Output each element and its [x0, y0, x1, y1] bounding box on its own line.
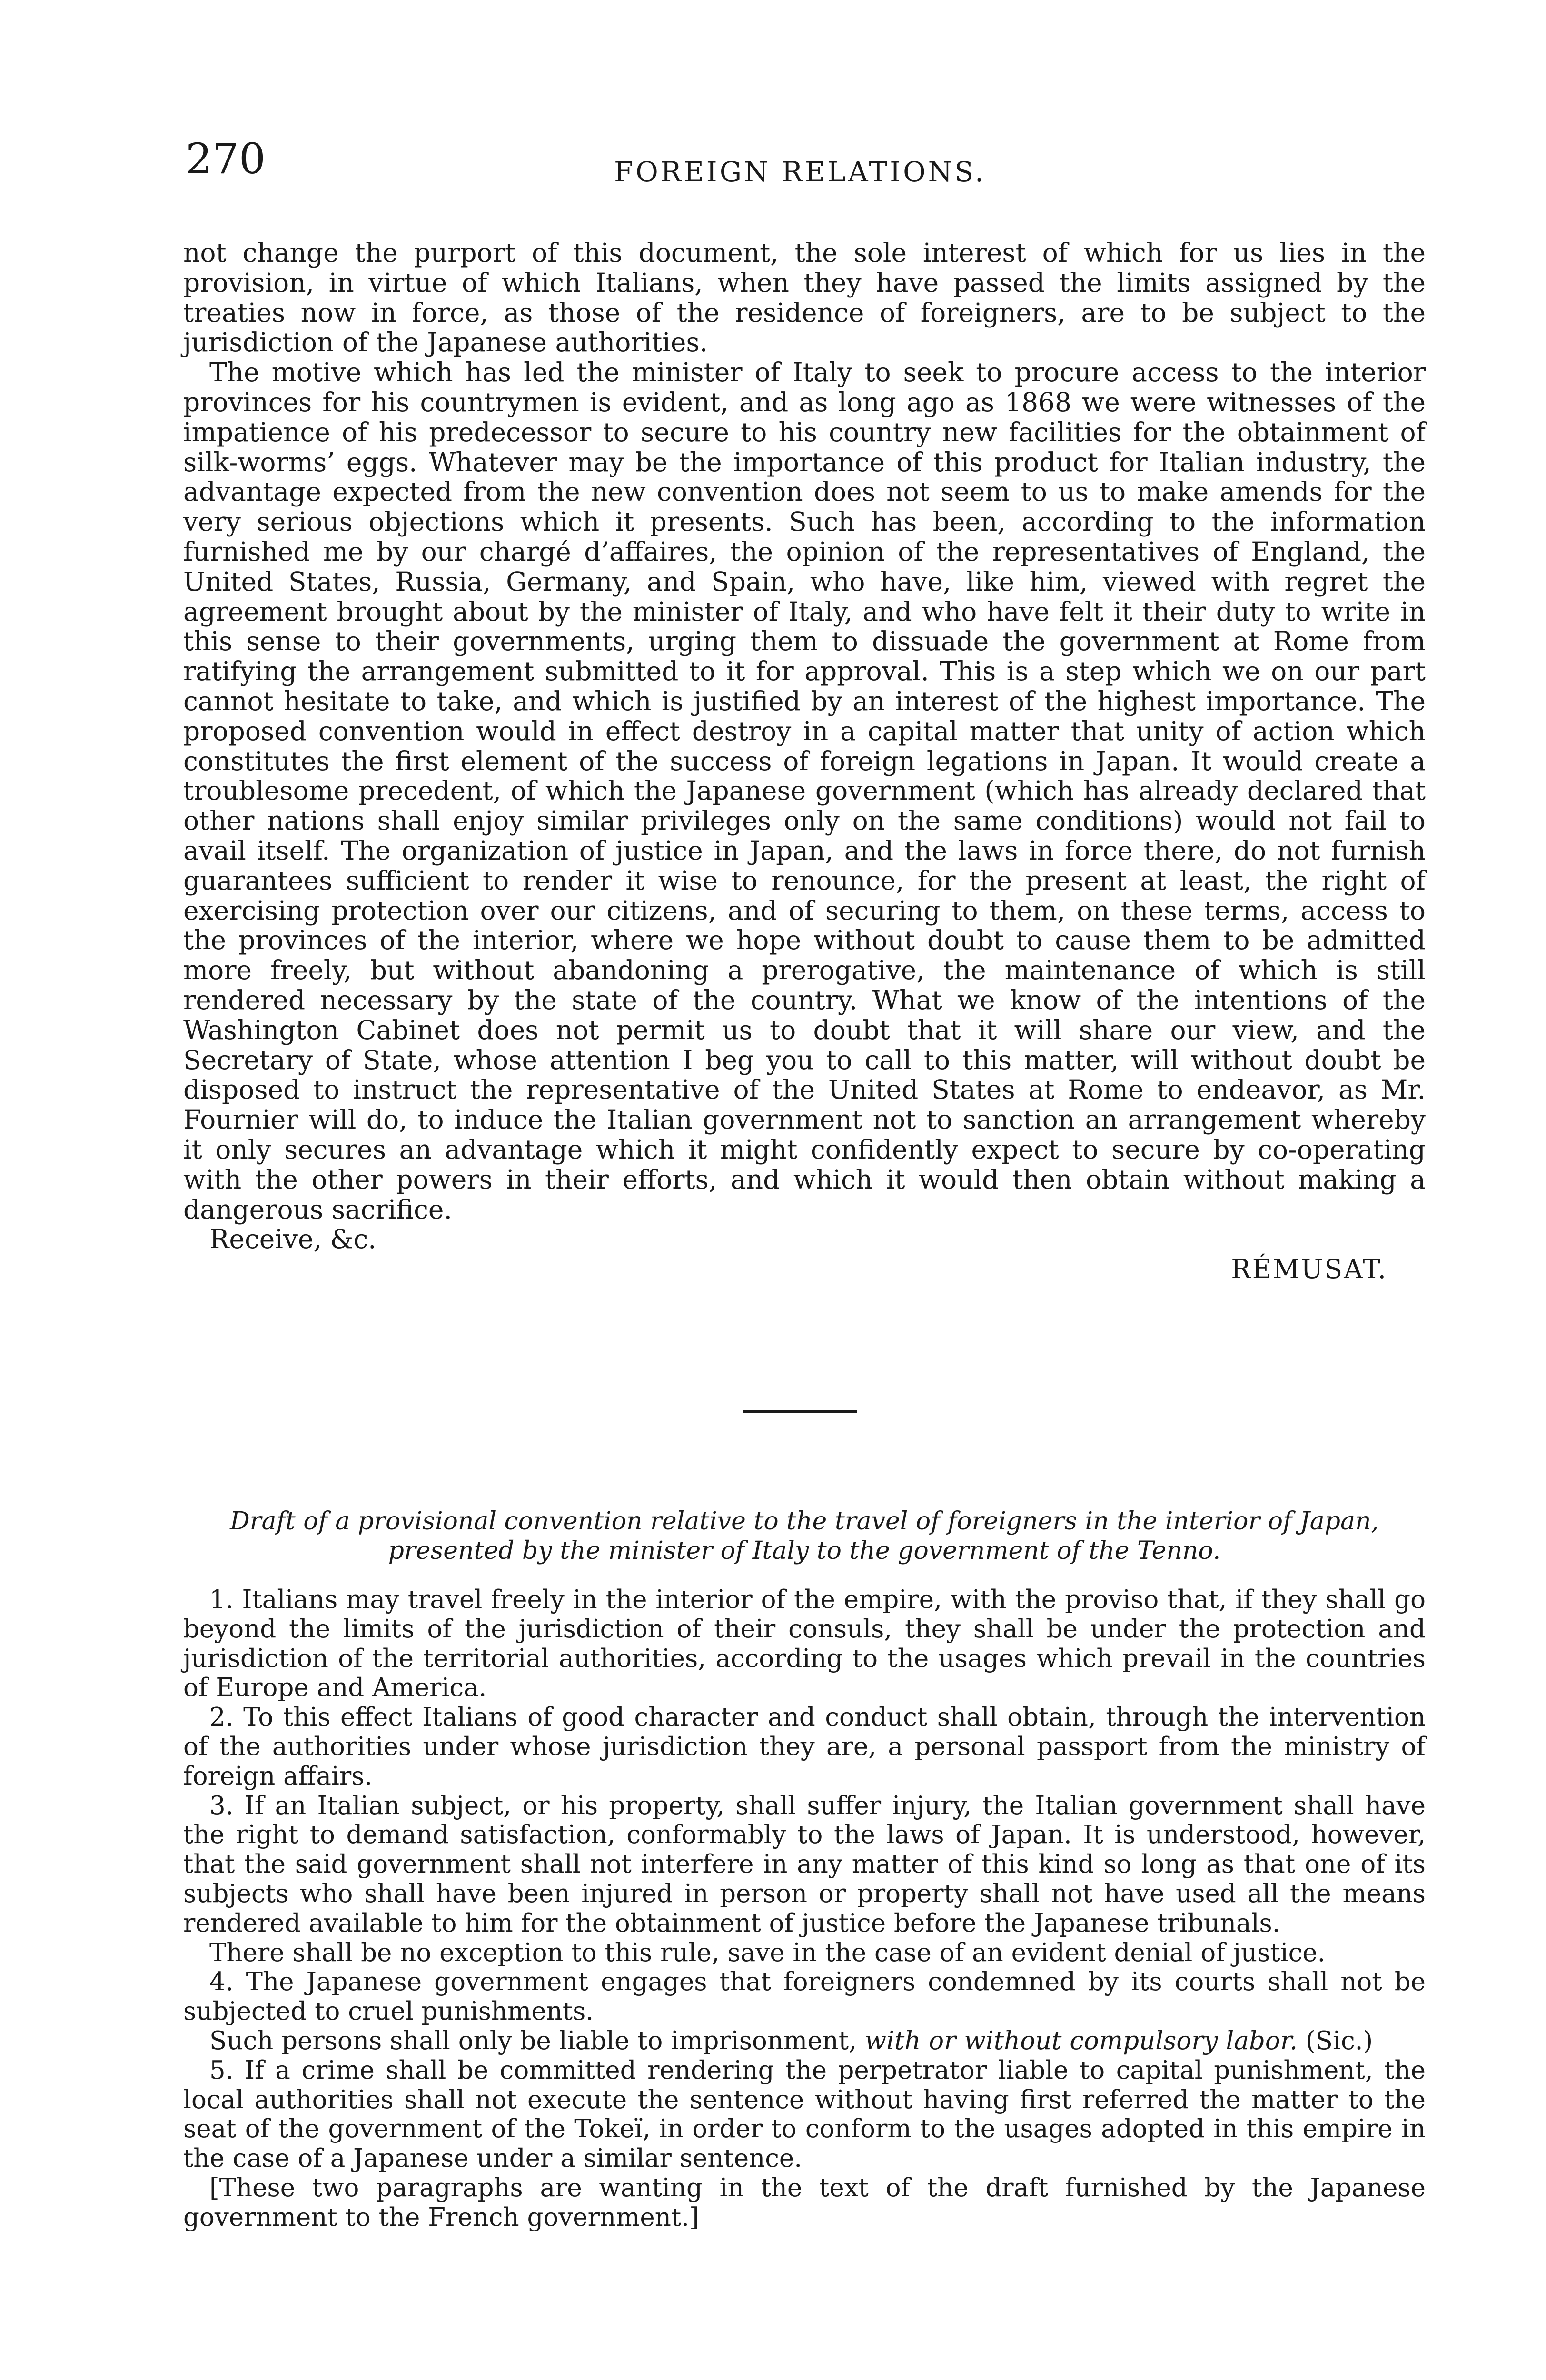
- page-header: [186, 134, 1433, 205]
- letter-closing: Receive, &c.: [209, 1224, 377, 1255]
- draft-article-5: 5. If a crime shall be committed rendering the perpetrator liable to capital punishment, the local authorities shall not execute the sentence without having first referred the matter to the seat of the government of the Tokeï, in order to conform to the usages adopted in this empire in the case of a Japanese under a similar sentence.: [183, 2055, 1426, 2173]
- draft-caption: Draft of a provisional convention relative to the travel of foreigners in the interior of Japan, presented by the minister of Italy to the government of the Tenno.: [229, 1507, 1379, 1565]
- page-number: 270: [186, 134, 266, 183]
- article-4-note-tail: (Sic.): [1298, 2026, 1373, 2055]
- letter-paragraph-2: The motive which has led the minister of Italy to seek to procure access to the interior provinces for his countrymen is evident, and as long ago as 1868 we were witnesses of the impatience of his predecessor to secure to his country new facilities for the obtainment of silk-worms’ eggs. Whatever may be the importance of this product for Italian industry, the advantage expected from the new convention does not seem to us to make amends for the very serious objections which it presents. Such has been, according to the information furnished me by our chargé d’affaires, the opinion of the representatives of England, the United States, Russia, Germany, and Spain, who have, like him, viewed with regret the agreement brought about by the minister of Italy, and who have felt it their duty to write in this sense to their governments, urging them to dissuade the government at Rome from ratifying the arrangement submitted to it for approval. This is a step which we on our part cannot hesitate to take, and which is justified by an interest of the highest importance. The proposed convention would in effect destroy in a capital matter that unity of action which constitutes the first element of the success of foreign legations in Japan. It would create a troublesome precedent, of which the Japanese government (which has already declared that other nations shall enjoy similar privileges only on the same conditions) would not fail to avail itself. The organization of justice in Japan, and the laws in force there, do not furnish guarantees sufficient to render it wise to renounce, for the present at least, the right of exercising protection over our citizens, and of securing to them, on these terms, access to the provinces of the interior, where we hope without doubt to cause them to be admitted more freely, but without abandoning a prerogative, the maintenance of which is still rendered necessary by the state of the country. What we know of the intentions of the Washington Cabinet does not permit us to doubt that it will share our view, and the Secretary of State, whose attention I beg you to call to this matter, will without doubt be disposed to instruct the representative of the United States at Rome to endeavor, as Mr. Fournier will do, to induce the Italian government not to sanction an arrangement whereby it only secures an advantage which it might confidently expect to secure by co-operating with the other powers in their efforts, and which it would then obtain without making a dangerous sacrifice.: [183, 357, 1426, 1225]
- draft-article-3: 3. If an Italian subject, or his property, shall suffer injury, the Italian government shall have the right to demand satisfaction, conformably to the laws of Japan. It is understood, however, that the said government shall not interfere in any matter of this kind so long as that one of its subjects who shall have been injured in person or property shall not have used all the means rendered available to him for the obtainment of justice before the Japanese tribunals.: [183, 1791, 1426, 1938]
- draft-provisions: [183, 1585, 1426, 2232]
- letter-body: [183, 238, 1426, 1284]
- letter-paragraph-1: not change the purport of this document, the sole interest of which for us lies in the provision, in virtue of which Italians, when they have passed the limits assigned by the treaties now in force, as those of the residence of foreigners, are to be subject to the jurisdiction of the Japanese authorities.: [183, 238, 1426, 358]
- draft-article-3-note: There shall be no exception to this rule, save in the case of an evident denial of justice.: [209, 1938, 1326, 1967]
- section-divider: [743, 1410, 857, 1413]
- draft-article-4-note: [183, 2026, 1426, 2056]
- draft-article-4: 4. The Japanese government engages that foreigners condemned by its courts shall not be subjected to cruel punishments.: [183, 1967, 1426, 2026]
- draft-article-2: 2. To this effect Italians of good character and conduct shall obtain, through the intervention of the authorities under whose jurisdiction they are, a personal passport from the ministry of foreign affairs.: [183, 1703, 1426, 1791]
- article-4-note-lead: Such persons shall only be liable to imprisonment,: [209, 2026, 865, 2055]
- article-4-note-italic: with or without compulsory labor.: [864, 2026, 1298, 2055]
- draft-bracket-note: [These two paragraphs are wanting in the text of the draft furnished by the Japanese government to the French government.]: [183, 2173, 1426, 2232]
- letter-signature: RÉMUSAT.: [1231, 1254, 1387, 1285]
- running-head: FOREIGN RELATIONS.: [614, 156, 986, 188]
- draft-article-1: 1. Italians may travel freely in the interior of the empire, with the proviso that, if they shall go beyond the limits of the jurisdiction of their consuls, they shall be under the protection and jurisdiction of the territorial authorities, according to the usages which prevail in the countries of Europe and America.: [183, 1585, 1426, 1703]
